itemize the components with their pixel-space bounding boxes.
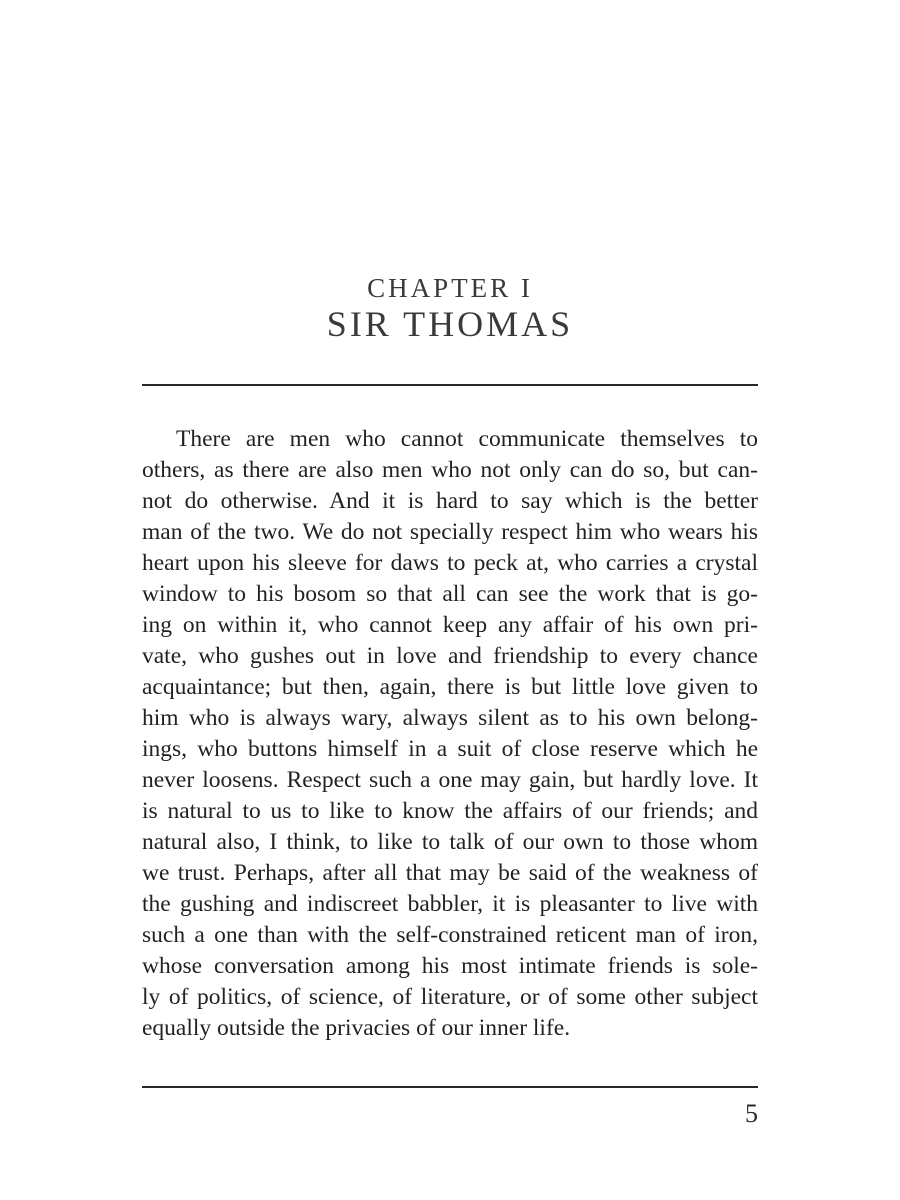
paragraph-line: ly of politics, of science, of literature, or of some other subject <box>142 984 758 1010</box>
paragraph-line: the gushing and indiscreet babbler, it is pleasanter to live with <box>142 891 758 917</box>
paragraph-line: him who is always wary, always silent as to his own belong- <box>142 705 758 731</box>
header-divider <box>142 384 758 386</box>
paragraph-line: natural also, I think, to like to talk of our own to those whom <box>142 829 758 855</box>
paragraph-line: window to his bosom so that all can see the work that is go- <box>142 581 758 607</box>
paragraph-line: others, as there are also men who not only can do so, but can- <box>142 457 758 483</box>
paragraph-line: is natural to us to like to know the affairs of our friends; and <box>142 798 758 824</box>
body-paragraph <box>142 424 758 1044</box>
paragraph-line: ing on within it, who cannot keep any affair of his own pri- <box>142 612 758 638</box>
paragraph-line: never loosens. Respect such a one may gain, but hardly love. It <box>142 767 758 793</box>
paragraph-line: acquaintance; but then, again, there is but little love given to <box>142 674 758 700</box>
paragraph-line: heart upon his sleeve for daws to peck at, who carries a crystal <box>142 550 758 576</box>
page-number: 5 <box>745 1099 758 1128</box>
paragraph-line: not do otherwise. And it is hard to say which is the better <box>142 488 758 514</box>
paragraph-line: man of the two. We do not specially respect him who wears his <box>142 519 758 545</box>
paragraph-line: we trust. Perhaps, after all that may be said of the weakness of <box>142 860 758 886</box>
paragraph-line: whose conversation among his most intimate friends is sole- <box>142 953 758 979</box>
paragraph-line: There are men who cannot communicate themselves to <box>176 426 758 452</box>
chapter-title: SIR THOMAS <box>326 304 574 344</box>
paragraph-line: equally outside the privacies of our inner life. <box>142 1015 571 1041</box>
paragraph-line: ings, who buttons himself in a suit of close reserve which he <box>142 736 758 762</box>
footer-divider <box>142 1086 758 1088</box>
paragraph-line: such a one than with the self-constrained reticent man of iron, <box>142 922 758 948</box>
chapter-label: CHAPTER I <box>367 273 533 303</box>
paragraph-line: vate, who gushes out in love and friendship to every chance <box>142 643 758 669</box>
